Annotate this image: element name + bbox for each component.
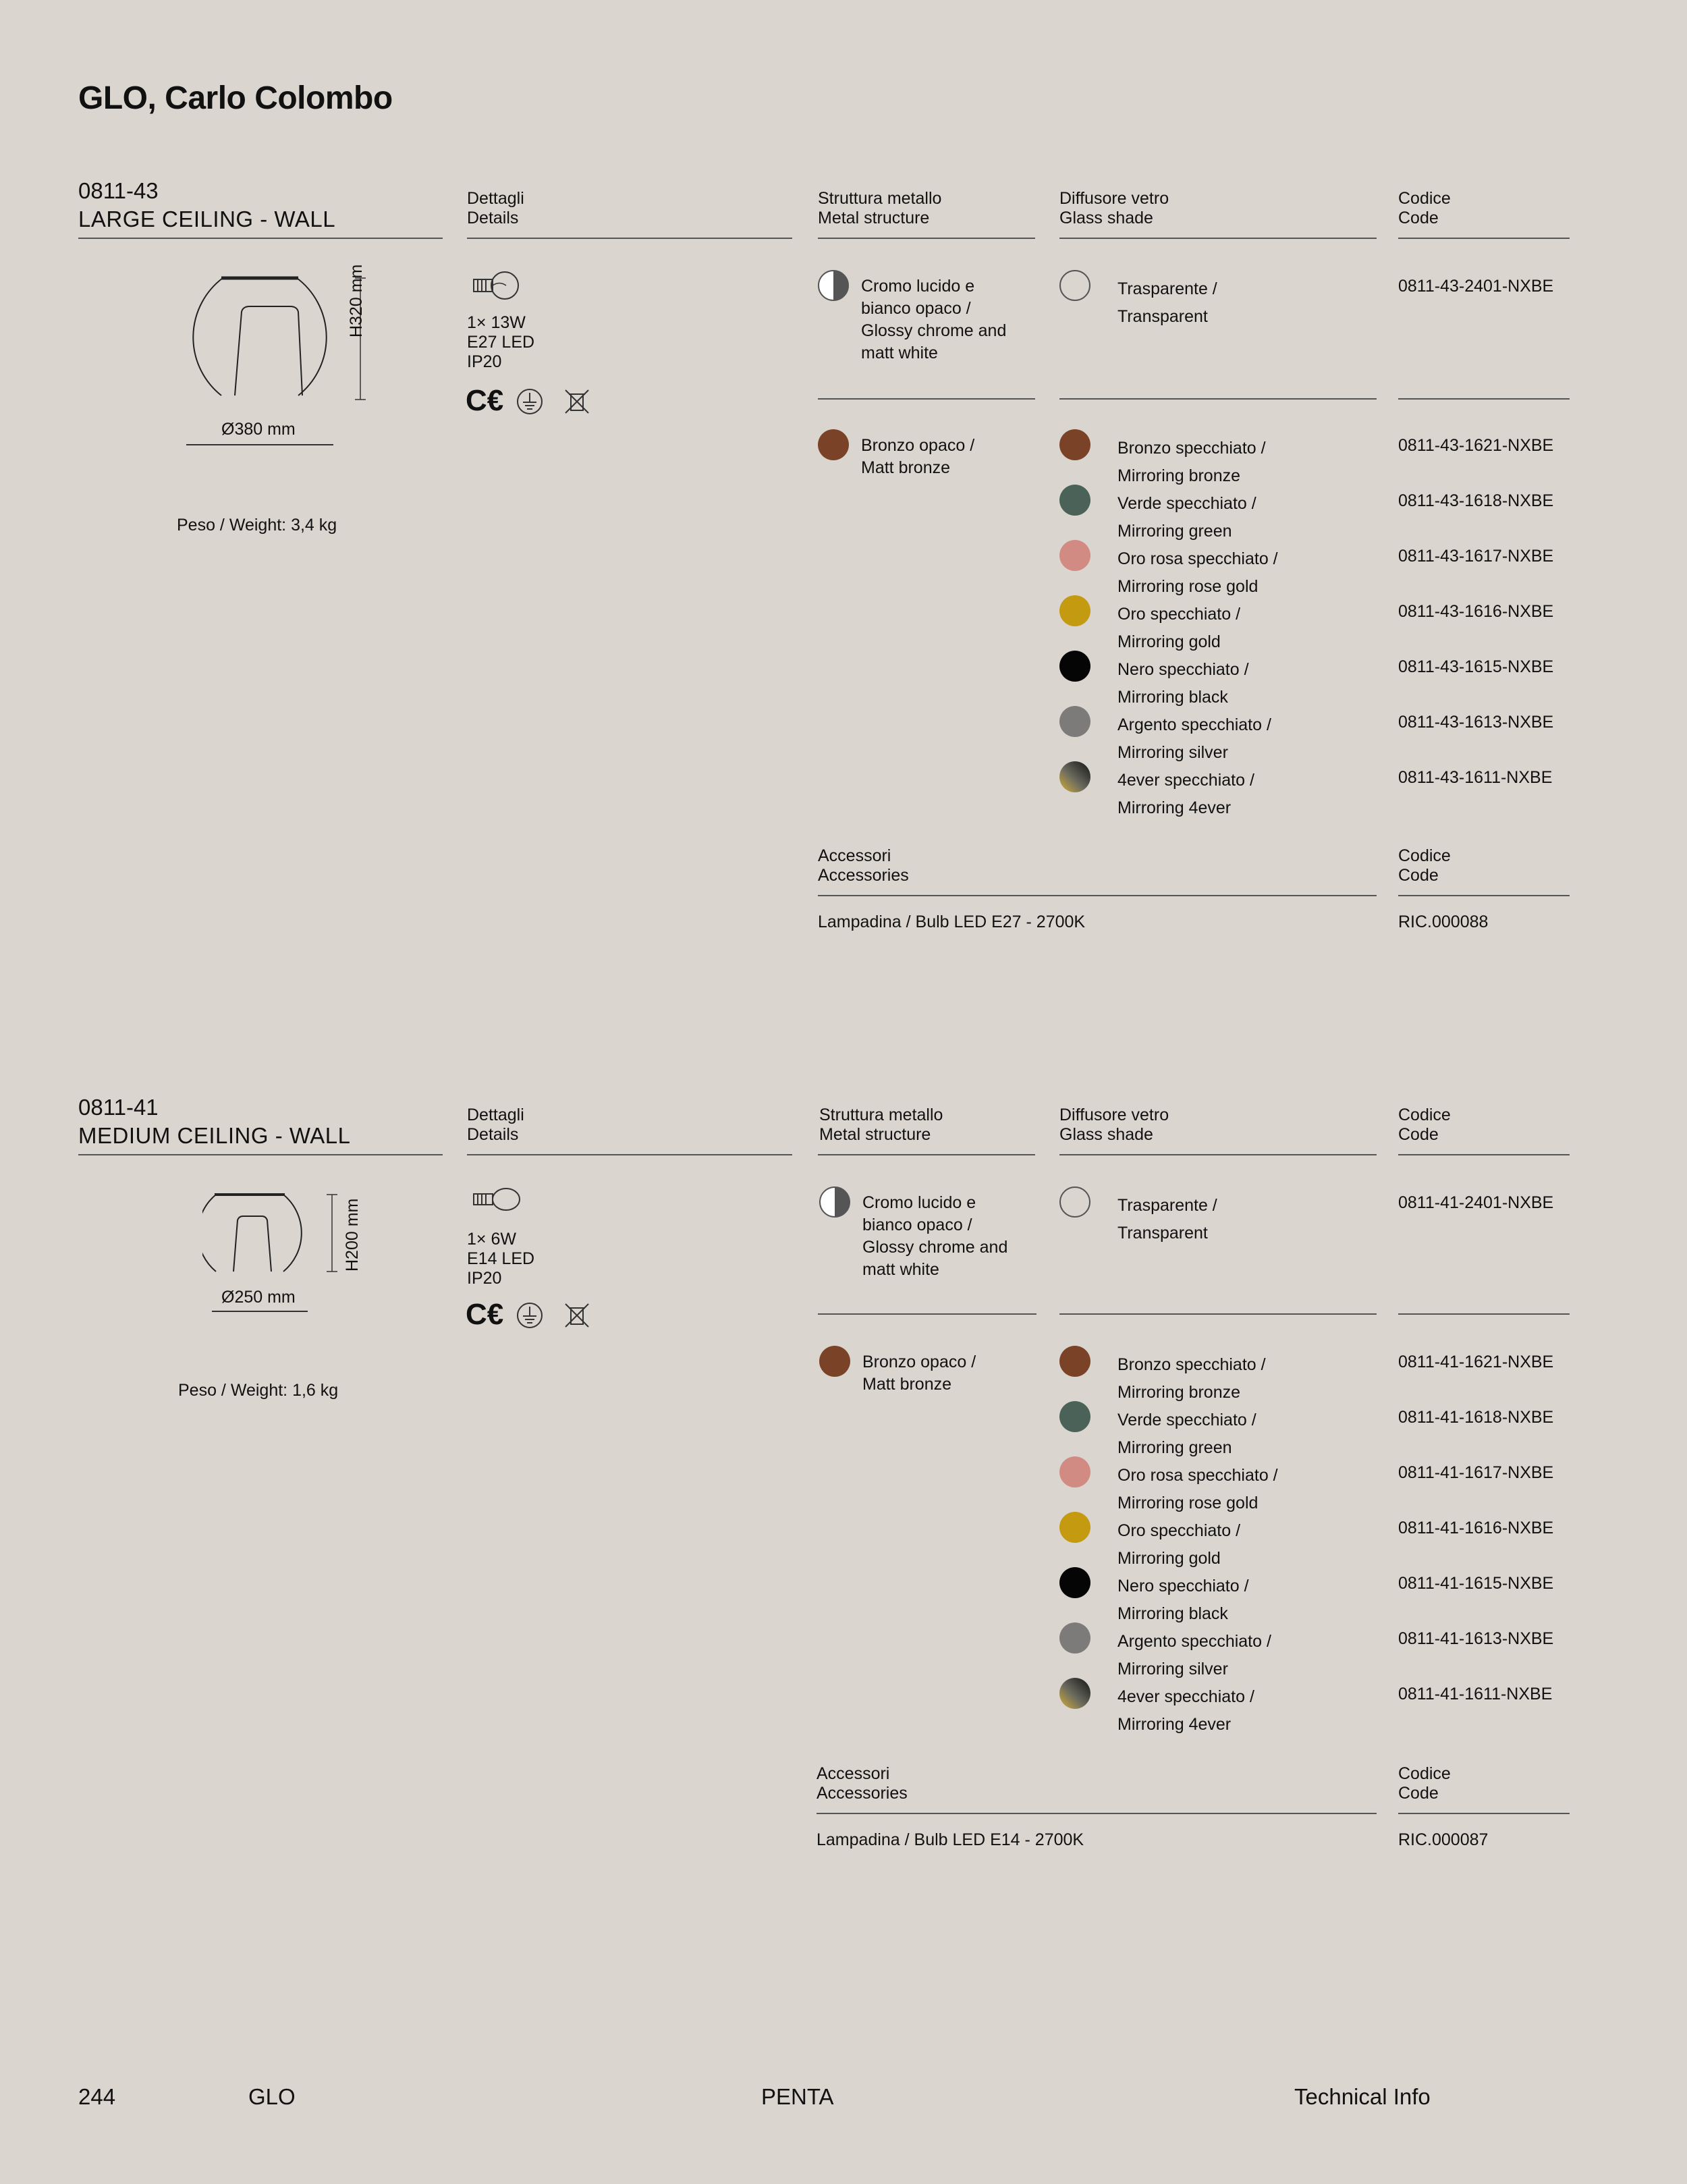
color-swatch	[1059, 429, 1090, 460]
weee-bin-icon	[563, 387, 591, 416]
bronze-swatch	[818, 429, 849, 460]
ground-icon	[516, 1301, 544, 1330]
accessories-header: Accessori Accessories	[817, 1764, 908, 1803]
shade-option-transparent: Trasparente / Transparent	[1117, 1196, 1217, 1243]
variant-label: Nero specchiato / Mirroring black	[1117, 1577, 1249, 1623]
color-swatch	[1059, 651, 1090, 682]
product-name: LARGE CEILING - WALL	[78, 207, 336, 231]
transparent-swatch	[1059, 270, 1090, 301]
accessory-code: RIC.000088	[1398, 912, 1489, 931]
page-number: 244	[78, 2084, 116, 2109]
bulb-icon	[467, 269, 525, 302]
color-swatch	[1059, 761, 1090, 792]
product-section-large	[0, 177, 1687, 1054]
color-swatch	[1059, 1622, 1090, 1654]
weight-label: Peso / Weight: 3,4 kg	[177, 516, 337, 535]
variant-label: Oro specchiato / Mirroring gold	[1117, 605, 1241, 651]
bronze-swatch	[819, 1346, 850, 1377]
color-swatch	[1059, 1456, 1090, 1487]
variant-code: 0811-43-1613-NXBE	[1398, 713, 1554, 732]
product-code: 0811-41	[78, 1095, 159, 1120]
weight-label: Peso / Weight: 1,6 kg	[178, 1381, 339, 1400]
color-swatch	[1059, 595, 1090, 626]
product-name: MEDIUM CEILING - WALL	[78, 1123, 351, 1148]
ce-mark-icon: C€	[466, 384, 504, 417]
ce-mark-icon: C€	[466, 1298, 504, 1331]
code-header: Codice Code	[1398, 189, 1451, 227]
variant-label: Argento specchiato / Mirroring silver	[1117, 715, 1271, 762]
details-header: Dettagli Details	[467, 189, 524, 227]
variant-label: Bronzo specchiato / Mirroring bronze	[1117, 1355, 1266, 1402]
variant-code: 0811-43-1618-NXBE	[1398, 491, 1554, 510]
variant-code: 0811-41-1615-NXBE	[1398, 1574, 1554, 1593]
code-transparent: 0811-43-2401-NXBE	[1398, 277, 1554, 296]
variant-code: 0811-41-1613-NXBE	[1398, 1629, 1554, 1648]
code-header: Codice Code	[1398, 1105, 1451, 1144]
diameter-dimension: Ø380 mm	[221, 420, 296, 439]
variant-code: 0811-41-1621-NXBE	[1398, 1353, 1554, 1371]
weee-bin-icon	[563, 1301, 591, 1330]
shade-header: Diffusore vetro Glass shade	[1059, 189, 1169, 227]
structure-header: Struttura metallo Metal structure	[818, 189, 942, 227]
accessories-code-header: Codice Code	[1398, 1764, 1451, 1803]
product-section-medium	[0, 1093, 1687, 1971]
color-swatch	[1059, 485, 1090, 516]
variant-code: 0811-41-1618-NXBE	[1398, 1408, 1554, 1427]
color-swatch	[1059, 1512, 1090, 1543]
accessory-bulb: Lampadina / Bulb LED E27 - 2700K	[818, 912, 1086, 931]
product-code: 0811-43	[78, 178, 159, 203]
variant-code: 0811-43-1617-NXBE	[1398, 547, 1554, 566]
variant-label: Oro rosa specchiato / Mirroring rose gold	[1117, 1466, 1278, 1512]
structure-option-chrome: Cromo lucido e bianco opaco / Glossy chrome and matt white	[861, 277, 1007, 362]
height-dimension: H200 mm	[343, 1198, 362, 1272]
accessory-bulb: Lampadina / Bulb LED E14 - 2700K	[817, 1830, 1084, 1849]
variant-code: 0811-41-1616-NXBE	[1398, 1519, 1554, 1537]
page-title: GLO, Carlo Colombo	[78, 80, 393, 116]
color-swatch	[1059, 1346, 1090, 1377]
variant-label: 4ever specchiato / Mirroring 4ever	[1117, 1687, 1254, 1734]
chrome-white-swatch	[818, 270, 849, 301]
shade-option-transparent: Trasparente / Transparent	[1117, 279, 1217, 326]
accessory-code: RIC.000087	[1398, 1830, 1489, 1849]
footer-brand: PENTA	[761, 2084, 834, 2109]
variant-label: Oro specchiato / Mirroring gold	[1117, 1521, 1241, 1568]
accessories-code-header: Codice Code	[1398, 846, 1451, 885]
structure-option-chrome: Cromo lucido e bianco opaco / Glossy chrome and matt white	[862, 1193, 1008, 1279]
details-header: Dettagli Details	[467, 1105, 524, 1144]
variant-label: 4ever specchiato / Mirroring 4ever	[1117, 771, 1254, 817]
variant-label: Verde specchiato / Mirroring green	[1117, 1411, 1256, 1457]
ground-icon	[516, 387, 544, 416]
variant-code: 0811-41-1611-NXBE	[1398, 1685, 1553, 1703]
structure-option-bronze: Bronzo opaco / Matt bronze	[862, 1353, 976, 1394]
structure-header: Struttura metallo Metal structure	[819, 1105, 943, 1144]
variant-label: Bronzo specchiato / Mirroring bronze	[1117, 439, 1266, 485]
transparent-swatch	[1059, 1186, 1090, 1218]
variant-label: Oro rosa specchiato / Mirroring rose gold	[1117, 549, 1278, 596]
variant-code: 0811-43-1616-NXBE	[1398, 602, 1554, 621]
color-swatch	[1059, 1401, 1090, 1432]
variant-label: Verde specchiato / Mirroring green	[1117, 494, 1256, 541]
variant-label: Nero specchiato / Mirroring black	[1117, 660, 1249, 707]
details-specs: 1× 6W E14 LED IP20	[467, 1230, 535, 1288]
details-specs: 1× 13W E27 LED IP20	[467, 313, 535, 371]
color-swatch	[1059, 1567, 1090, 1598]
color-swatch	[1059, 1678, 1090, 1709]
footer-section: Technical Info	[1294, 2084, 1431, 2109]
code-transparent: 0811-41-2401-NXBE	[1398, 1193, 1554, 1212]
color-swatch	[1059, 706, 1090, 737]
accessories-header: Accessori Accessories	[818, 846, 909, 885]
variant-label: Argento specchiato / Mirroring silver	[1117, 1632, 1271, 1678]
variant-code: 0811-43-1621-NXBE	[1398, 436, 1554, 455]
color-swatch	[1059, 540, 1090, 571]
structure-option-bronze: Bronzo opaco / Matt bronze	[861, 436, 975, 477]
shade-header: Diffusore vetro Glass shade	[1059, 1105, 1169, 1144]
height-dimension: H320 mm	[347, 264, 366, 337]
chrome-white-swatch	[819, 1186, 850, 1218]
variant-code: 0811-43-1611-NXBE	[1398, 768, 1553, 787]
variant-code: 0811-43-1615-NXBE	[1398, 657, 1554, 676]
diameter-dimension: Ø250 mm	[221, 1288, 296, 1307]
variant-code: 0811-41-1617-NXBE	[1398, 1463, 1554, 1482]
footer-family: GLO	[248, 2084, 296, 2109]
bulb-icon	[467, 1182, 525, 1216]
